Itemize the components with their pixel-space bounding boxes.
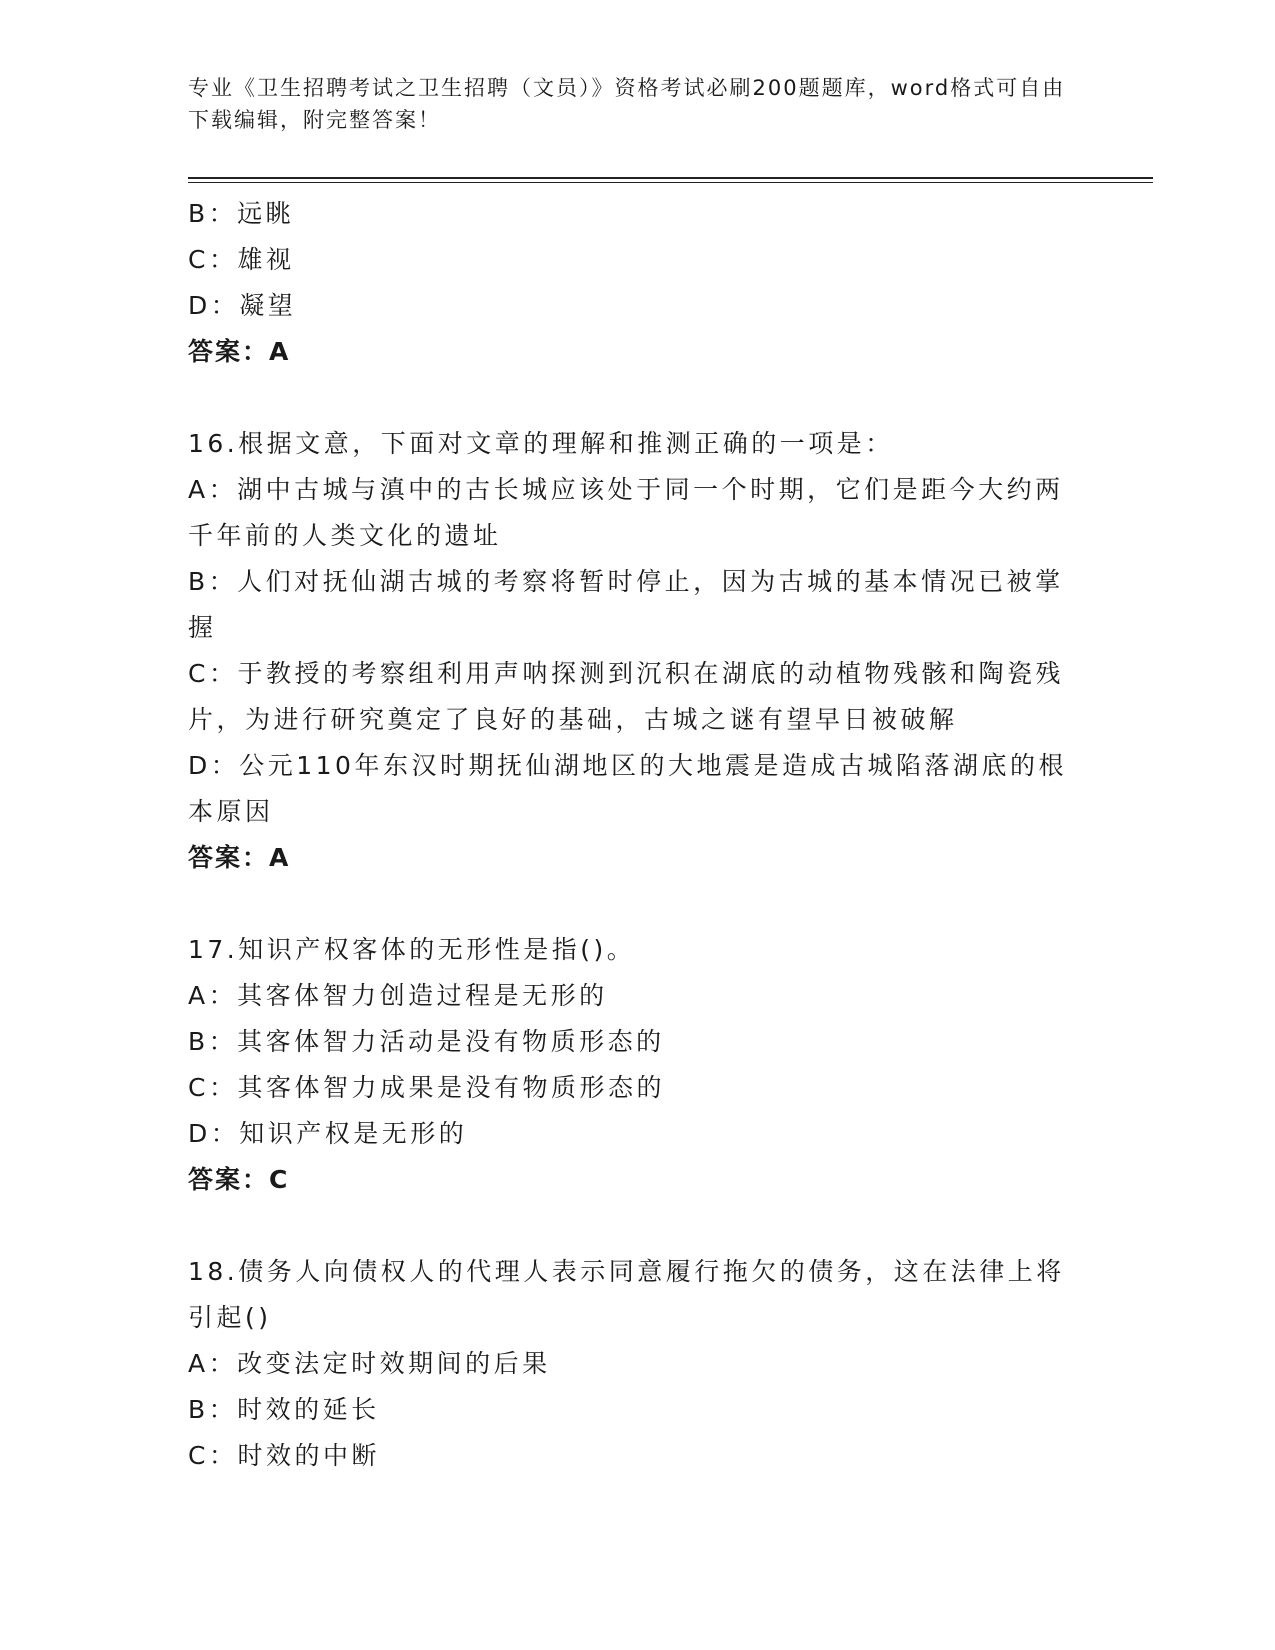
- answer-line: 答案：A: [188, 337, 291, 366]
- spacer: [188, 1203, 1068, 1249]
- question-stem: 17.知识产权客体的无形性是指()。: [188, 935, 636, 964]
- answer-line: 答案：A: [188, 843, 291, 872]
- option-c: C：于教授的考察组利用声呐探测到沉积在湖底的动植物残骸和陶瓷残片，为进行研究奠定了良好的基础，古城之谜有望早日被破解: [188, 659, 1064, 734]
- question-stem: 18.债务人向债权人的代理人表示同意履行拖欠的债务，这在法律上将引起(): [188, 1257, 1065, 1332]
- carryover-question: [188, 191, 1068, 375]
- question-stem: 16.根据文意，下面对文章的理解和推测正确的一项是：: [188, 429, 894, 458]
- header-divider-thin: [188, 182, 1153, 183]
- option-b: B：远眺: [188, 199, 295, 228]
- option-a: A：其客体智力创造过程是无形的: [188, 981, 608, 1010]
- question-16: [188, 421, 1068, 881]
- answer-line: 答案：C: [188, 1165, 290, 1194]
- document-body: [188, 191, 1068, 1479]
- page-header: 专业《卫生招聘考试之卫生招聘（文员）》资格考试必刷200题题库，word格式可自由下载编辑，附完整答案！: [188, 76, 1066, 132]
- option-a: A：改变法定时效期间的后果: [188, 1349, 551, 1378]
- option-c: C：雄视: [188, 245, 295, 274]
- option-b: B：人们对抚仙湖古城的考察将暂时停止，因为古城的基本情况已被掌握: [188, 567, 1064, 642]
- option-b: B：时效的延长: [188, 1395, 380, 1424]
- option-d: D：公元110年东汉时期抚仙湖地区的大地震是造成古城陷落湖底的根本原因: [188, 751, 1067, 826]
- spacer: [188, 375, 1068, 421]
- option-c: C：其客体智力成果是没有物质形态的: [188, 1073, 665, 1102]
- spacer: [188, 881, 1068, 927]
- question-17: [188, 927, 1068, 1203]
- option-a: A：湖中古城与滇中的古长城应该处于同一个时期，它们是距今大约两千年前的人类文化的遗址: [188, 475, 1064, 550]
- option-c: C：时效的中断: [188, 1441, 380, 1470]
- header-divider: [188, 177, 1153, 179]
- question-18: [188, 1249, 1068, 1479]
- option-b: B：其客体智力活动是没有物质形态的: [188, 1027, 665, 1056]
- option-d: D：知识产权是无形的: [188, 1119, 468, 1148]
- option-d: D：凝望: [188, 291, 297, 320]
